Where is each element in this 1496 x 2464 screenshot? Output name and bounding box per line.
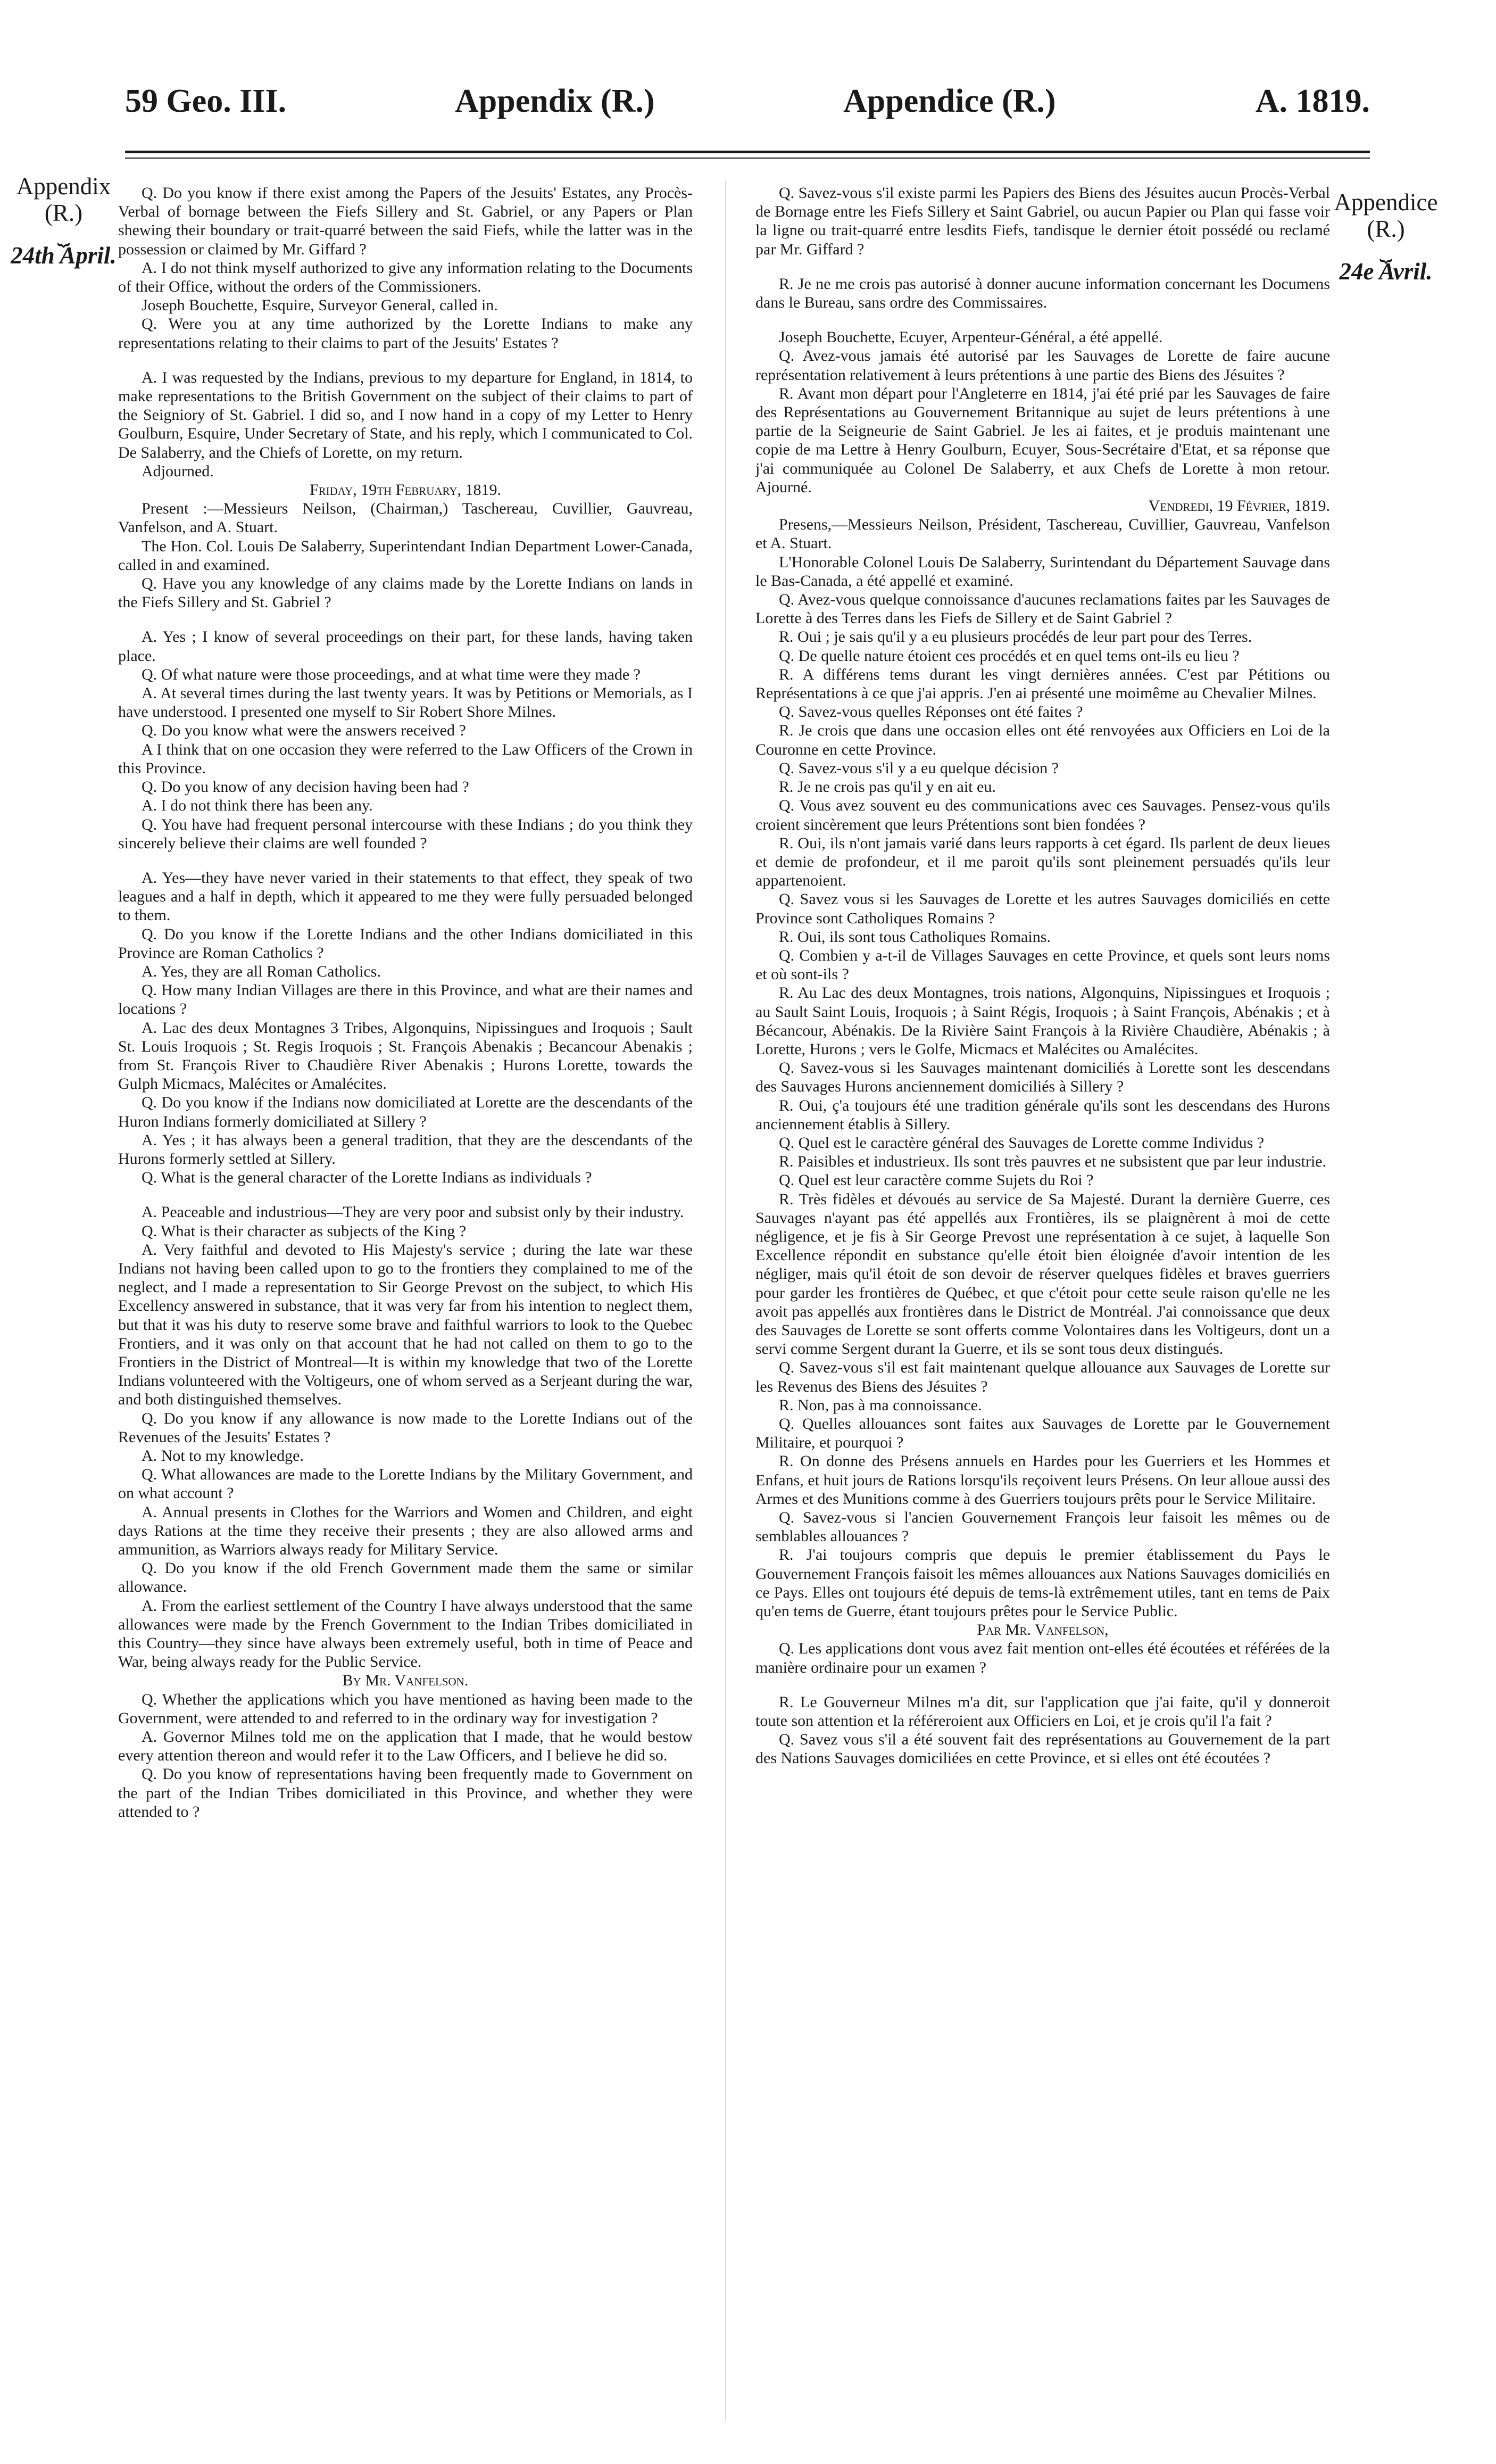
fr-paragraph: Q. Combien y a-t-il de Villages Sauvages en cette Province, et quels sont leurs noms et où sont-ils ? [755,946,1330,983]
en-paragraph: Q. Do you know of any decision having been had ? [142,778,469,796]
fr-by-heading: Par Mr. Vanfelson, [977,1621,1109,1639]
en-by-heading: By Mr. Vanfelson. [342,1672,469,1690]
fr-paragraph: Q. Savez-vous s'il existe parmi les Papiers des Biens des Jésuites aucun Procès-Verbal de Bornage entre les Fiefs Sillery et Saint Gabriel, ou aucun Papier ou Plan qui fasse voir la ligne ou trait-quarré entre lesdits Fiefs, tandisque le dernier étoit possédé ou reclamé par Mr. Giffard ? [755,184,1330,258]
fr-present: Presens,—Messieurs Neilson, Président, Taschereau, Cuvillier, Gauvreau, Vanfelson et A. Stuart. [755,516,1330,552]
en-paragraph: Q. What is the general character of the Lorette Indians as individuals ? [142,1169,592,1187]
en-paragraph: Q. Do you know if the old French Government made them the same or similar allowance. [118,1559,693,1596]
en-paragraph: A. I do not think there has been any. [142,797,373,815]
en-paragraph: A. Not to my knowledge. [142,1447,304,1465]
mn-left-letter: (R.) [44,200,83,226]
fr-paragraph: R. Je ne crois pas qu'il y en ait eu. [779,778,996,796]
fr-paragraph: R. Paisibles et industrieux. Ils sont très pauvres et ne subsistent que par leur industrie. [779,1153,1326,1171]
margin-brace-left: ⏟ [57,222,70,246]
page-header [125,82,1370,133]
header-rule-thin [125,158,1370,159]
en-paragraph: Q. Of what nature were those proceedings, and at what time were they made ? [142,665,641,683]
mn-right-title: Appendice [1334,189,1438,216]
fr-paragraph: R. Je ne me crois pas autorisé à donner aucune information concernant les Documens dans le Bureau, sans ordre des Commissaires. [755,275,1330,312]
fr-paragraph: R. J'ai toujours compris que depuis le premier établissement du Pays le Gouvernement François faisoit les mêmes allouances aux Nations Sauvages domiciliés en ce Pays. Elles ont toujours été depuis de tems-là extrêmement utiles, tant en tems de Paix qu'en tems de Guerre, étant toujours prêtes pour le Service Public. [755,1546,1330,1620]
en-paragraph: Joseph Bouchette, Esquire, Surveyor General, called in. [142,296,498,315]
en-paragraph: A. Governor Milnes told me on the application that I made, that he would bestow every attention thereon and would refer it to the Law Officers, and I believe he did so. [118,1728,693,1765]
fr-paragraph: R. Avant mon départ pour l'Angleterre en 1814, j'ai été prié par les Sauvages de faire des Représentations au Gouvernement Britannique au sujet de leurs prétentions à une partie de la Seigneurie de Saint Gabriel. Je les ai faites, et je produis maintenant une copie de ma Lettre à Henry Goulburn, Ecuyer, Sous-Secrétaire d'Etat, et sa réponse que j'ai communiquée au Colonel De Salaberry, et aux Chefs de Lorette à mon retour. Ajourné. [755,384,1330,496]
fr-paragraph: Q. Savez-vous quelles Réponses ont été faites ? [779,703,1083,721]
fr-paragraph: Q. Avez-vous quelque connoissance d'aucunes reclamations faites par les Sauvages de Lorette à des Terres dans les Fiefs de Sillery et de Saint Gabriel ? [755,591,1330,627]
en-paragraph: A. Annual presents in Clothes for the Warriors and Women and Children, and eight days Rations at the time they receive their presents ; they are also allowed arms and ammunition, as Warriors always ready for Military Service. [118,1503,693,1559]
en-paragraph: Q. Whether the applications which you have mentioned as having been made to the Government, were attended to and referred to in the ordinary way for investigation ? [118,1690,693,1727]
fr-paragraph: Q. Savez-vous si l'ancien Gouvernement François leur faisoit les mêmes ou de semblables allouances ? [755,1509,1330,1545]
en-paragraph: Q. Do you know if any allowance is now made to the Lorette Indians out of the Revenues of the Jesuits' Estates ? [118,1409,693,1446]
en-paragraph: A. From the earliest settlement of the Country I have always understood that the same allowances were made by the French Government to the Indian Tribes domiciliated in this Country—they since have always been extremely useful, both in time of Peace and War, being always ready for the Public Service. [118,1597,693,1671]
fr-paragraph: Q. Savez-vous s'il est fait maintenant quelque allouance aux Sauvages de Lorette sur les Revenus des Biens des Jésuites ? [755,1359,1330,1395]
header-appendix-fr: Appendice (R.) [843,83,1056,119]
fr-paragraph: R. A différens tems durant les vingt dernières années. C'est par Pétitions ou Représentations à ce que j'ai appris. J'en ai présenté une moimême au Chevalier Milnes. [755,665,1330,702]
en-paragraph: Q. Do you know what were the answers received ? [142,722,466,740]
fr-paragraph: Q. Avez-vous jamais été autorisé par les Sauvages de Lorette de faire aucune représentation relativement à leurs prétentions à une partie des Biens des Jésuites ? [755,347,1330,384]
fr-paragraph: Q. Les applications dont vous avez fait mention ont-elles été écoutées et référées de la manière ordinaire pour un examen ? [755,1640,1330,1676]
fr-date-heading: Vendredi, 19 Février, 1819. [1148,497,1330,515]
en-paragraph: Q. Do you know if the Lorette Indians and the other Indians domiciliated in this Province are Roman Catholics ? [118,925,693,962]
fr-paragraph: R. Très fidèles et dévoués au service de Sa Majesté. Durant la dernière Guerre, ces Sauvages n'ayant pas été appellés aux Frontières, ils se plaignèrent à moi de cette négligence, et je fis à Sir George Prevost une représentation à ce sujet, à laquelle Son Excellence répondit en substance qu'elle étoit bien éloignée d'avoir intention de les négliger, mais qu'il étoit de son devoir de réserver quelques fidèles et braves guerriers pour garder les frontières de Québec, et que c'étoit pour cette seule raison qu'elle ne les avoit pas appellés aux frontières dans le District de Montréal. J'ai connoissance que deux des Sauvages de Lorette se sont offerts comme Volontaires dans les Voltigeurs, dont un a servi comme Sergent durant la Guerre, et ils se sont tous deux distingués. [755,1190,1330,1358]
mn-right-date: 24e Avril. [1339,258,1433,285]
en-paragraph: A. At several times during the last twenty years. It was by Petitions or Memorials, as I have understood. I presented one myself to Sir Robert Shore Milnes. [118,684,693,721]
fr-paragraph: R. On donne des Présens annuels en Hardes pour les Guerriers et les Hommes et Enfans, et huit jours de Rations lorsqu'ils reçoivent leurs Présens. On leur alloue aussi des Armes et des Munitions comme à des Guerriers toujours prêts pour le Service Militaire. [755,1452,1330,1508]
fr-paragraph: R. Oui, ils n'ont jamais varié dans leurs rapports à cet égard. Ils parlent de deux lieues et demie de profondeur, et il me paroit qu'ils sont pleinement persuadés qu'ils leur appartenoient. [755,834,1330,890]
fr-paragraph: Q. Quel est leur caractère comme Sujets du Roi ? [779,1171,1094,1189]
en-paragraph: The Hon. Col. Louis De Salaberry, Superintendant Indian Department Lower-Canada, called in and examined. [118,537,693,574]
en-paragraph: A. I do not think myself authorized to give any information relating to the Documents of their Office, without the orders of the Commissioners. [118,259,693,296]
mn-right-letter: (R.) [1367,216,1405,242]
french-column [755,184,1330,2435]
fr-paragraph: Q. De quelle nature étoient ces procédés et en quel tems ont-ils eu lieu ? [779,647,1240,665]
english-column [118,184,693,2435]
en-date-heading: Friday, 19th February, 1819. [309,481,502,499]
mn-left-date: 24th April. [11,242,117,269]
margin-note-left [6,173,121,269]
en-paragraph: Q. You have had frequent personal intercourse with these Indians ; do you think they sincerely believe their claims are well founded ? [118,815,693,852]
en-adjourned: Adjourned. [142,462,214,480]
fr-paragraph: Q. Savez-vous s'il y a eu quelque décision ? [779,759,1059,777]
en-paragraph: A. Peaceable and industrious—They are very poor and subsist only by their industry. [142,1203,684,1221]
en-paragraph: A. I was requested by the Indians, previous to my departure for England, in 1814, to make representations to the British Government on the subject of their claims to part of the Seigniory of St. Gabriel. I did so, and I now hand in a copy of my Letter to Henry Goulburn, Esquire, Under Secretary of State, and his reply, which I communicated to Col. De Salaberry, and the Chiefs of Lorette, on my return. [118,368,693,461]
en-paragraph: A. Lac des deux Montagnes 3 Tribes, Algonquins, Nipissingues and Iroquois ; Sault St. Louis Iroquois ; St. Regis Iroquois ; St. François Abenakis ; Becancour Abenakis ; from St. François River to Chaudière River Abenakis ; Hurons Lorette, towards the Gulph Micmacs, Malécites or Amalécites. [118,1019,693,1093]
en-paragraph: Q. Do you know if there exist among the Papers of the Jesuits' Estates, any Procès-Verbal of bornage between the Fiefs Sillery and St. Gabriel, or any Papers or Plan shewing their boundary or trait-quarré between the said Fiefs, while the latter was in the possession or claimed by Mr. Giffard ? [118,184,693,258]
header-year: A. 1819. [1255,83,1370,119]
fr-paragraph: Q. Savez vous si les Sauvages de Lorette et les autres Sauvages domiciliés en cette Province sont Catholiques Romains ? [755,890,1330,927]
fr-paragraph: Joseph Bouchette, Ecuyer, Arpenteur-Général, a été appellé. [779,328,1163,346]
en-paragraph: Q. What allowances are made to the Lorette Indians by the Military Government, and on what account ? [118,1466,693,1502]
en-paragraph: Q. Do you know if the Indians now domiciliated at Lorette are the descendants of the Huron Indians formerly domiciliated at Sillery ? [118,1094,693,1130]
en-paragraph: A. Very faithful and devoted to His Majesty's service ; during the late war these Indians not having been called upon to go to the frontiers they complained to me of the neglect, and I made a representation to Sir George Prevost on the subject, to which His Excellency answered in substance, that it was very far from his intention to neglect them, but that it was his duty to reserve some brave and faithful warriors to look to the Quebec Frontiers, and it was only on that account that he had not called on them to go to the Frontiers in the District of Montreal—It is within my knowledge that two of the Lorette Indians volunteered with the Voltigeurs, one of whom served as a Serjeant during the war, and both distinguished themselves. [118,1241,693,1409]
fr-paragraph: L'Honorable Colonel Louis De Salaberry, Surintendant du Département Sauvage dans le Bas-Canada, a été appellé et examiné. [755,553,1330,590]
fr-paragraph: Q. Savez vous s'il a été souvent fait des représentations au Gouvernement de la part des Nations Sauvages domiciliées en cette Province, et si elles ont été écoutées ? [755,1731,1330,1767]
en-present: Present :—Messieurs Neilson, (Chairman,) Taschereau, Cuvillier, Gauvreau, Vanfelson, and A. Stuart. [118,500,693,536]
margin-brace-right: ⏟ [1379,238,1392,262]
header-rule-thick [125,151,1370,153]
en-paragraph: A. Yes ; I know of several proceedings on their part, for these lands, having taken place. [118,628,693,665]
mn-left-title: Appendix [16,173,111,200]
en-paragraph: Q. Do you know of representations having been frequently made to Government on the part of the Indian Tribes domiciliated in this Province, and whether they were attended to ? [118,1765,693,1821]
en-paragraph: A. Yes ; it has always been a general tradition, that they are the descendants of the Hurons formerly settled at Sillery. [118,1131,693,1168]
en-paragraph: Q. What is their character as subjects of the King ? [142,1222,467,1240]
fr-paragraph: R. Je crois que dans une occasion elles ont été renvoyées aux Officiers en Loi de la Couronne en cette Province. [755,722,1330,758]
en-paragraph: Q. Have you any knowledge of any claims made by the Lorette Indians on lands in the Fiefs Sillery and St. Gabriel ? [118,575,693,611]
fr-paragraph: R. Non, pas à ma connoissance. [779,1396,982,1414]
en-paragraph: Q. Were you at any time authorized by the Lorette Indians to make any representations relating to their claims to part of the Jesuits' Estates ? [118,315,693,352]
en-paragraph: A I think that on one occasion they were referred to the Law Officers of the Crown in this Province. [118,740,693,777]
fr-paragraph: Q. Quelles allouances sont faites aux Sauvages de Lorette par le Gouvernement Militaire, et pourquoi ? [755,1415,1330,1452]
column-divider [725,181,726,2421]
header-session: 59 Geo. III. [125,83,287,119]
header-appendix-en: Appendix (R.) [455,83,655,119]
fr-paragraph: Q. Vous avez souvent eu des communications avec ces Sauvages. Pensez-vous qu'ils croient sincèrement que leurs Prétentions sont bien fondées ? [755,797,1330,833]
fr-paragraph: Q. Quel est le caractère général des Sauvages de Lorette comme Individus ? [779,1134,1265,1152]
fr-paragraph: R. Oui, ç'a toujours été une tradition générale qu'ils sont les descendans des Hurons anciennement établis à Sillery. [755,1096,1330,1133]
margin-note-right [1325,189,1447,285]
en-paragraph: Q. How many Indian Villages are there in this Province, and what are their names and locations ? [118,981,693,1018]
fr-paragraph: R. Oui ; je sais qu'il y a eu plusieurs procédés de leur part pour des Terres. [779,628,1252,646]
fr-paragraph: R. Au Lac des deux Montagnes, trois nations, Algonquins, Nipissingues et Iroquois ; au Sault Saint Louis, Iroquois ; à Saint Régis, Iroquois ; à Saint François, Abénakis ; et à Bécancour, Abénakis. De la Rivière Saint François à la Rivière Chaudière, Abénakis ; à Lorette, Hurons ; vers le Golfe, Micmacs et Malécites ou Amalécites. [755,984,1330,1058]
fr-paragraph: R. Oui, ils sont tous Catholiques Romains. [779,928,1051,946]
en-paragraph: A. Yes—they have never varied in their statements to that effect, they speak of two leagues and a half in depth, which it appeared to me they were fully persuaded belonged to them. [118,869,693,924]
fr-paragraph: Q. Savez-vous si les Sauvages maintenant domiciliés à Lorette sont les descendans des Sauvages Hurons anciennement domiciliés à Sillery ? [755,1059,1330,1096]
en-paragraph: A. Yes, they are all Roman Catholics. [142,962,381,980]
fr-paragraph: R. Le Gouverneur Milnes m'a dit, sur l'application que j'ai faite, qu'il y donneroit toute son attention et la référeroient aux Officiers en Loi, et je crois qu'il l'a fait ? [755,1693,1330,1730]
